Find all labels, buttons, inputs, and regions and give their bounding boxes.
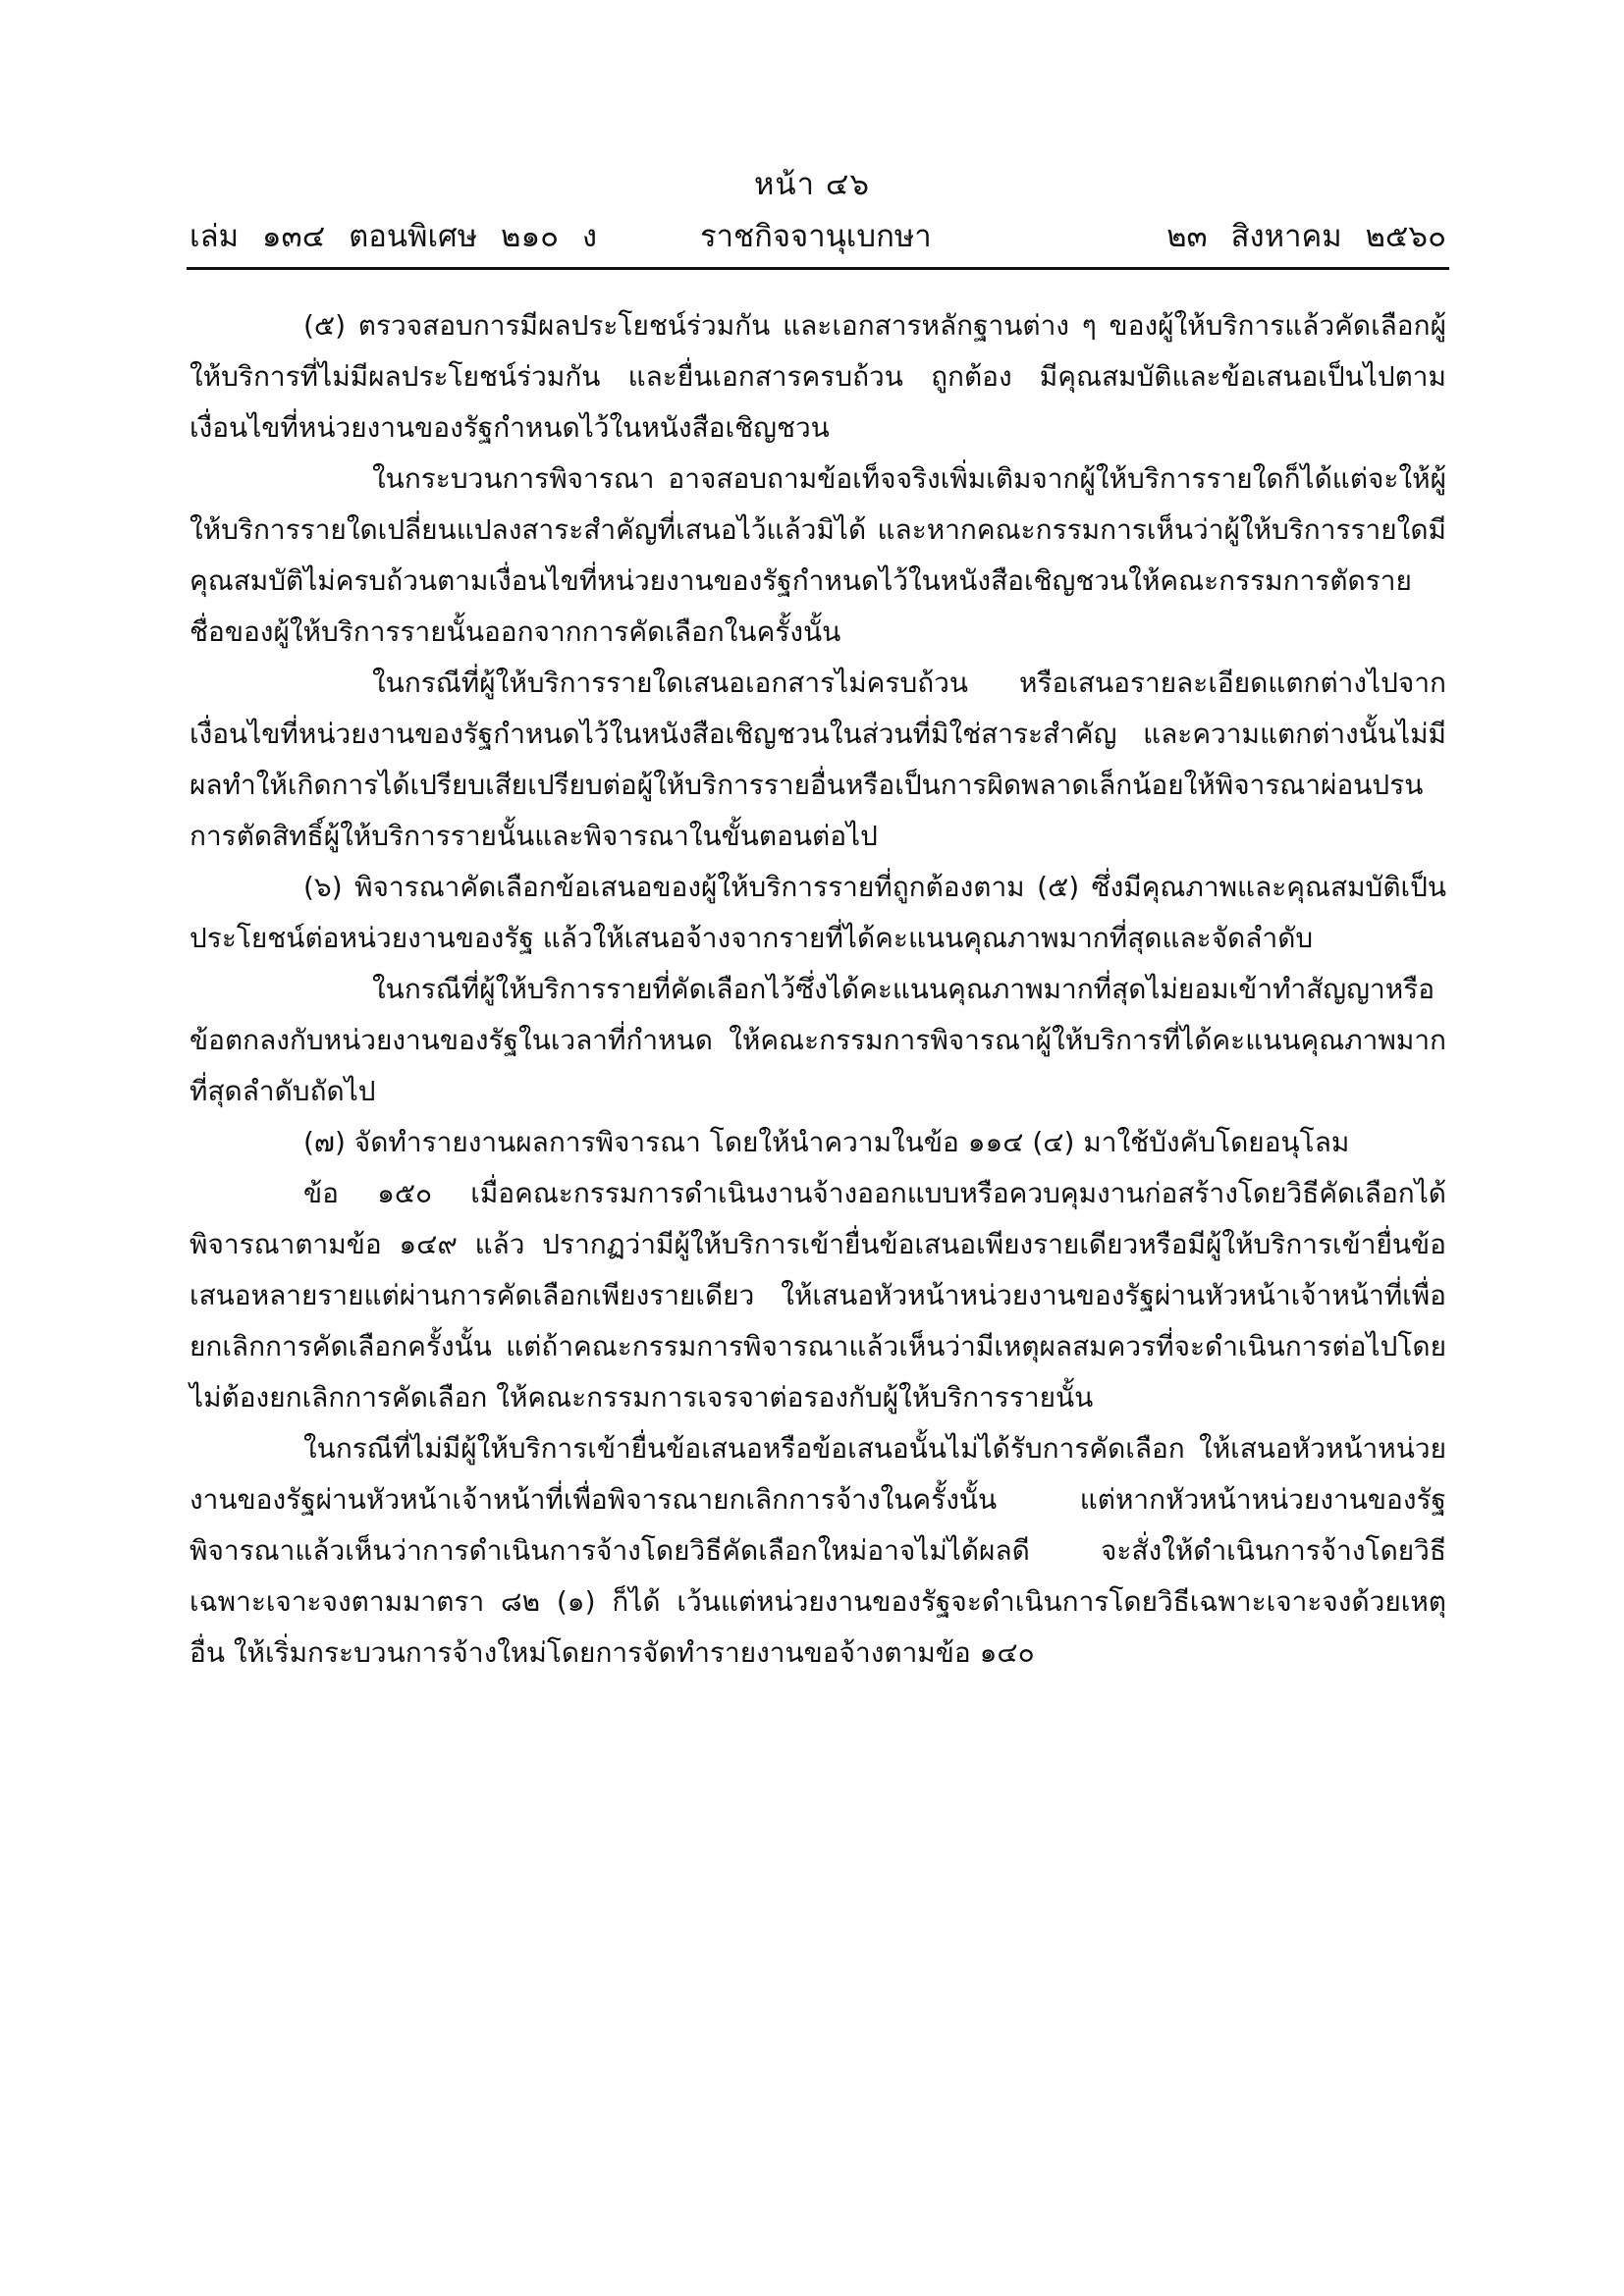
paragraph-no-bidders: ในกรณีที่ไม่มีผู้ให้บริการเข้ายื่นข้อเสนอหรือข้อเสนอนั้นไม่ได้รับการคัดเลือก ให้เสนอหัวหน้าหน่วยงานของรัฐผ่านหัวหน้าเจ้าหน้าที่เพื่อพิจารณายกเลิกการจ้างในครั้งนั้น แต่หากหัวหน้าหน่วยงานของรัฐพิจารณาแล้วเห็นว่าการดำเนินการจ้างโดยวิธีคัดเลือกใหม่อาจไม่ได้ผลดี จะสั่งให้ดำเนินการจ้างโดยวิธีเฉพาะเจาะจงตามมาตรา ๘๒ (๑) ก็ได้ เว้นแต่หน่วยงานของรัฐจะดำเนินการโดยวิธีเฉพาะเจาะจงด้วยเหตุอื่น ให้เริ่มกระบวนการจ้างใหม่โดยการจัดทำรายงานขอจ้างตามข้อ ๑๔๐ <box>189 1432 1446 1669</box>
paragraph-consideration: ในกระบวนการพิจารณา อาจสอบถามข้อเท็จจริงเพิ่มเติมจากผู้ให้บริการรายใดก็ได้แต่จะให้ผู้ให้บริการรายใดเปลี่ยนแปลงสาระสำคัญที่เสนอไว้แล้วมิได้ และหากคณะกรรมการเห็นว่าผู้ให้บริการรายใดมีคุณสมบัติไม่ครบถ้วนตามเงื่อนไขที่หน่วยงานของรัฐกำหนดไว้ในหนังสือเชิญชวนให้คณะกรรมการตัดรายชื่อของผู้ให้บริการรายนั้นออกจากการคัดเลือกในครั้งนั้น <box>189 462 1446 648</box>
publication-title: ราชกิจจานุเบกษา <box>700 219 932 254</box>
page-number: หน้า ๔๖ <box>753 167 871 202</box>
volume-issue: เล่ม ๑๓๔ ตอนพิเศษ ๒๑๐ ง <box>189 219 598 254</box>
paragraph-item-6: (๖) พิจารณาคัดเลือกข้อเสนอของผู้ให้บริการรายที่ถูกต้องตาม (๕) ซึ่งมีคุณภาพและคุณสมบัติเป็นประโยชน์ต่อหน่วยงานของรัฐ แล้วให้เสนอจ้างจากรายที่ได้คะแนนคุณภาพมากที่สุดและจัดลำดับ <box>189 871 1446 954</box>
publication-date: ๒๓ สิงหาคม ๒๕๖๐ <box>1166 219 1446 254</box>
paragraph-incomplete-documents: ในกรณีที่ผู้ให้บริการรายใดเสนอเอกสารไม่ครบถ้วน หรือเสนอรายละเอียดแตกต่างไปจากเงื่อนไขที่หน่วยงานของรัฐกำหนดไว้ในหนังสือเชิญชวนในส่วนที่มิใช่สาระสำคัญ และความแตกต่างนั้นไม่มีผลทำให้เกิดการได้เปรียบเสียเปรียบต่อผู้ให้บริการรายอื่นหรือเป็นการผิดพลาดเล็กน้อยให้พิจารณาผ่อนปรนการตัดสิทธิ์ผู้ให้บริการรายนั้นและพิจารณาในขั้นตอนต่อไป <box>189 667 1446 852</box>
paragraph-clause-150: ข้อ ๑๕๐ เมื่อคณะกรรมการดำเนินงานจ้างออกแบบหรือควบคุมงานก่อสร้างโดยวิธีคัดเลือกได้พิจารณาตามข้อ ๑๔๙ แล้ว ปรากฏว่ามีผู้ให้บริการเข้ายื่นข้อเสนอเพียงรายเดียวหรือมีผู้ให้บริการเข้ายื่นข้อเสนอหลายรายแต่ผ่านการคัดเลือกเพียงรายเดียว ให้เสนอหัวหน้าหน่วยงานของรัฐผ่านหัวหน้าเจ้าหน้าที่เพื่อยกเลิกการคัดเลือกครั้งนั้น แต่ถ้าคณะกรรมการพิจารณาแล้วเห็นว่ามีเหตุผลสมควรที่จะดำเนินการต่อไปโดยไม่ต้องยกเลิกการคัดเลือก ให้คณะกรรมการเจรจาต่อรองกับผู้ให้บริการรายนั้น <box>189 1177 1446 1414</box>
paragraph-item-5: (๕) ตรวจสอบการมีผลประโยชน์ร่วมกัน และเอกสารหลักฐานต่าง ๆ ของผู้ให้บริการแล้วคัดเลือกผู้ให้บริการที่ไม่มีผลประโยชน์ร่วมกัน และยื่นเอกสารครบถ้วน ถูกต้อง มีคุณสมบัติและข้อเสนอเป็นไปตามเงื่อนไขที่หน่วยงานของรัฐกำหนดไว้ในหนังสือเชิญชวน <box>189 309 1446 444</box>
header-divider <box>187 267 1449 270</box>
gazette-header <box>189 216 1446 257</box>
paragraph-item-7: (๗) จัดทำรายงานผลการพิจารณา โดยให้นำความในข้อ ๑๑๔ (๔) มาใช้บังคับโดยอนุโลม <box>303 1126 1350 1158</box>
document-body <box>189 300 1446 1679</box>
paragraph-refusal: ในกรณีที่ผู้ให้บริการรายที่คัดเลือกไว้ซึ่งได้คะแนนคุณภาพมากที่สุดไม่ยอมเข้าทำสัญญาหรือข้อตกลงกับหน่วยงานของรัฐในเวลาที่กำหนด ให้คณะกรรมการพิจารณาผู้ให้บริการที่ได้คะแนนคุณภาพมากที่สุดลำดับถัดไป <box>189 973 1446 1107</box>
